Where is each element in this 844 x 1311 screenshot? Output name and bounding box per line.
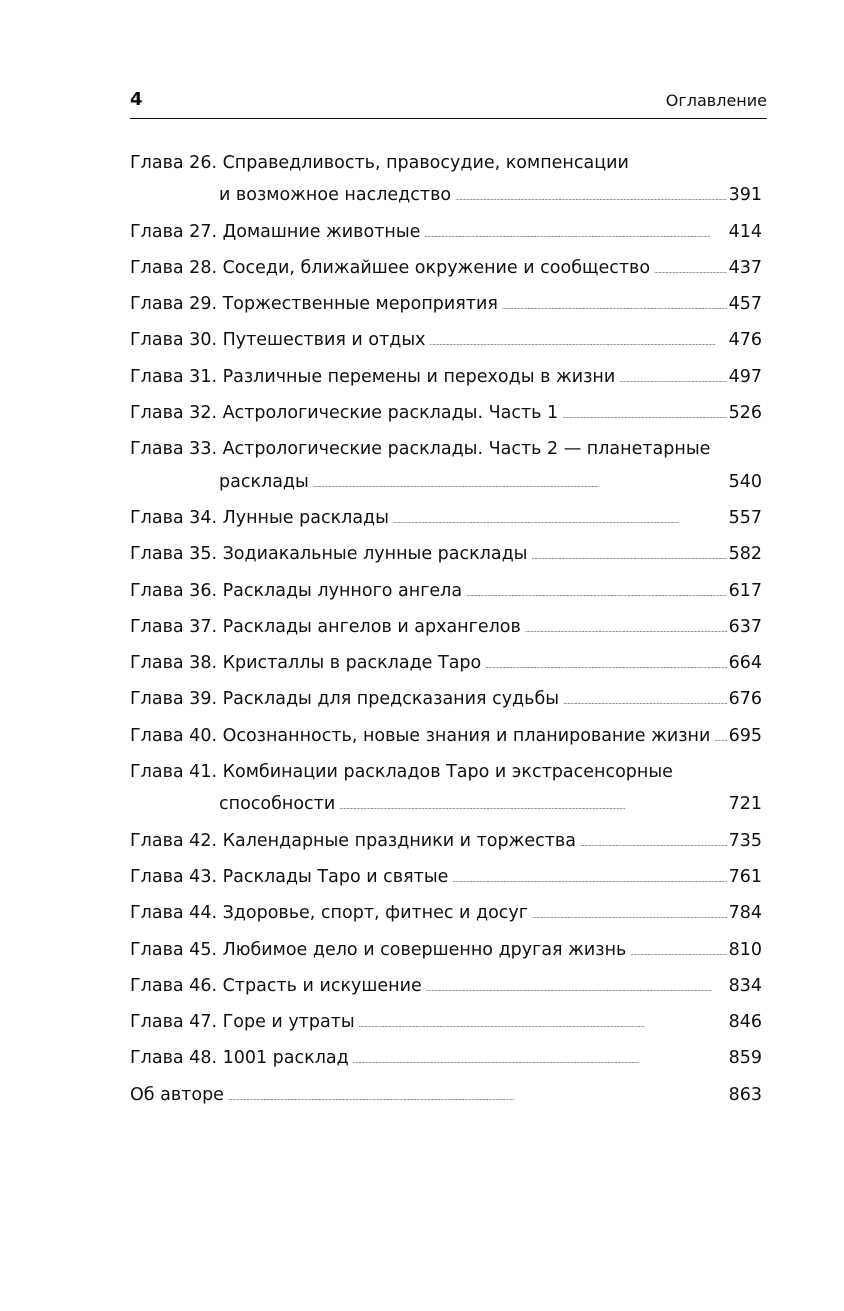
toc-page-number: 457 <box>728 294 762 315</box>
toc-entry-42 <box>130 825 762 861</box>
dot-leader <box>455 179 727 215</box>
dot-leader <box>714 720 726 756</box>
dot-leader <box>452 861 726 897</box>
toc-entry-title-line: Глава 41. Комбинации раскладов Таро и экстрасенсорные <box>130 762 673 783</box>
toc-entry-title: Глава 32. Астрологические расклады. Часть 1 <box>130 403 559 424</box>
toc-entry-title: и возможное наследство <box>219 185 452 206</box>
dot-leader <box>228 1079 727 1115</box>
toc-page-number: 676 <box>728 689 762 710</box>
toc-page-number: 391 <box>728 185 762 206</box>
dot-leader <box>359 1006 727 1042</box>
running-header <box>130 88 767 119</box>
toc-entry-title: Глава 46. Страсть и искушение <box>130 975 422 996</box>
toc-entry-32 <box>130 397 762 433</box>
toc-page-number: 810 <box>728 939 762 960</box>
dot-leader <box>654 252 727 288</box>
toc-entry-title: Глава 35. Зодиакальные лунные расклады <box>130 544 528 565</box>
toc-entry-33 <box>130 433 762 502</box>
toc-page-number: 497 <box>728 366 762 387</box>
toc-entry-27 <box>130 216 762 252</box>
toc-entry-title: Глава 45. Любимое дело и совершенно другая жизнь <box>130 939 627 960</box>
toc-page-number: 476 <box>728 330 762 351</box>
toc-entry-41 <box>130 756 762 825</box>
toc-page-number: 784 <box>728 903 762 924</box>
toc-page-number: 437 <box>728 257 762 278</box>
dot-leader <box>630 934 726 970</box>
dot-leader <box>466 575 727 611</box>
toc-page-number: 637 <box>728 616 762 637</box>
toc-page-number: 664 <box>728 653 762 674</box>
toc-entry-title: Глава 27. Домашние животные <box>130 221 421 242</box>
dot-leader <box>619 361 726 397</box>
toc-page-number: 834 <box>728 975 762 996</box>
toc-page-number: 735 <box>728 830 762 851</box>
dot-leader <box>525 611 727 647</box>
dot-leader <box>562 397 726 433</box>
toc-page-number: 526 <box>728 403 762 424</box>
toc-entry-30 <box>130 324 762 360</box>
dot-leader <box>353 1042 727 1078</box>
dot-leader <box>532 897 727 933</box>
running-title: Оглавление <box>665 91 767 110</box>
toc-page-number: 540 <box>728 471 762 492</box>
toc-entry-title: Глава 31. Различные перемены и переходы в жизни <box>130 366 616 387</box>
toc-entry-46 <box>130 970 762 1006</box>
toc-page-number: 859 <box>728 1048 762 1069</box>
toc-entry-37 <box>130 611 762 647</box>
toc-entry-title: Об авторе <box>130 1084 224 1105</box>
toc-entry-title: Глава 37. Расклады ангелов и архангелов <box>130 616 521 637</box>
dot-leader <box>426 970 727 1006</box>
toc-entry-title: Глава 30. Путешествия и отдых <box>130 330 426 351</box>
toc-entry-40 <box>130 720 762 756</box>
toc-entry-title: расклады <box>219 471 309 492</box>
toc-page-number: 414 <box>728 221 762 242</box>
toc-entry-title: Глава 40. Осознанность, новые знания и планирование жизни <box>130 725 711 746</box>
toc-entry-title: Глава 36. Расклады лунного ангела <box>130 580 463 601</box>
toc-entry-title: Глава 44. Здоровье, спорт, фитнес и досуг <box>130 903 528 924</box>
toc-entry-44 <box>130 897 762 933</box>
dot-leader <box>502 288 727 324</box>
toc-entry-45 <box>130 934 762 970</box>
toc-entry-34 <box>130 502 762 538</box>
toc-entry-29 <box>130 288 762 324</box>
dot-leader <box>485 647 726 683</box>
dot-leader <box>424 216 726 252</box>
toc-entry-title: способности <box>219 794 336 815</box>
toc-entry-title: Глава 29. Торжественные мероприятия <box>130 294 498 315</box>
toc-entry-title: Глава 38. Кристаллы в раскладе Таро <box>130 653 482 674</box>
toc-entry-35 <box>130 538 762 574</box>
toc-entry-title: Глава 47. Горе и утраты <box>130 1012 355 1033</box>
toc-entry-title: Глава 34. Лунные расклады <box>130 507 389 528</box>
toc-entry-title-line: Глава 26. Справедливость, правосудие, компенсации <box>130 153 629 173</box>
toc-entry-26 <box>130 147 762 216</box>
dot-leader <box>580 825 727 861</box>
toc-entry-38 <box>130 647 762 683</box>
table-of-contents <box>130 147 762 1115</box>
dot-leader <box>532 538 727 574</box>
page-number: 4 <box>130 89 143 110</box>
toc-page-number: 721 <box>728 794 762 815</box>
toc-page-number: 761 <box>728 866 762 887</box>
toc-entry-title: Глава 39. Расклады для предсказания судьбы <box>130 689 560 710</box>
toc-entry-39 <box>130 683 762 719</box>
toc-page-number: 863 <box>728 1084 762 1105</box>
toc-entry-28 <box>130 252 762 288</box>
dot-leader <box>339 788 726 824</box>
dot-leader <box>563 683 727 719</box>
toc-entry-47 <box>130 1006 762 1042</box>
toc-entry-title: Глава 28. Соседи, ближайшее окружение и сообщество <box>130 257 651 278</box>
toc-entry-48 <box>130 1042 762 1078</box>
toc-entry-title: Глава 48. 1001 расклад <box>130 1048 349 1069</box>
dot-leader <box>430 324 727 360</box>
toc-page-number: 695 <box>728 725 762 746</box>
toc-entry-43 <box>130 861 762 897</box>
toc-entry-title: Глава 43. Расклады Таро и святые <box>130 866 449 887</box>
toc-page-number: 557 <box>728 507 762 528</box>
toc-entry-about-author <box>130 1079 762 1115</box>
toc-entry-31 <box>130 361 762 397</box>
toc-entry-title: Глава 42. Календарные праздники и торжества <box>130 830 576 851</box>
toc-page-number: 582 <box>728 544 762 565</box>
toc-page-number: 846 <box>728 1012 762 1033</box>
toc-entry-36 <box>130 575 762 611</box>
toc-page-number: 617 <box>728 580 762 601</box>
dot-leader <box>393 502 727 538</box>
toc-entry-title-line: Глава 33. Астрологические расклады. Часть 2 — планетарные <box>130 439 711 460</box>
dot-leader <box>313 466 727 502</box>
